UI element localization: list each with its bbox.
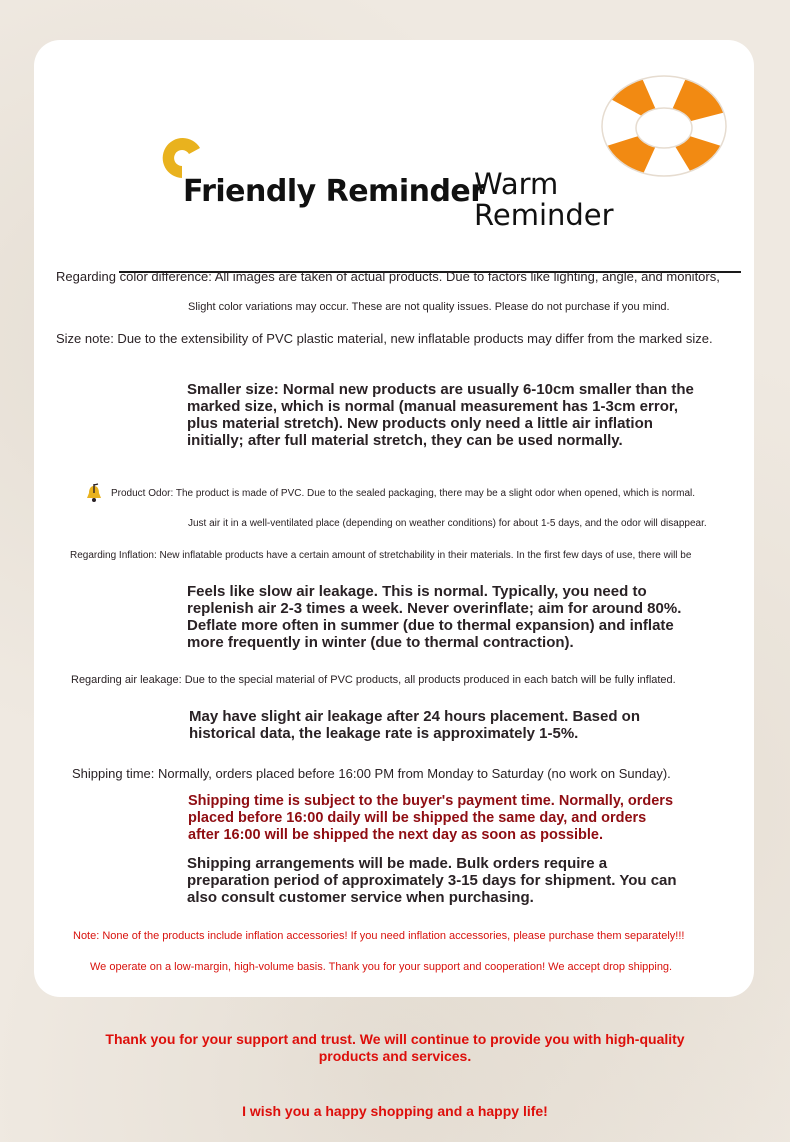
bell-icon — [84, 483, 104, 503]
note-color-difference-cont: Slight color variations may occur. These are not quality issues. Please do not purchase if you mind. — [188, 301, 670, 313]
page-title: Friendly Reminder — [183, 174, 485, 209]
note-inflation: Regarding Inflation: New inflatable products have a certain amount of stretchability in their materials. In the first few days of use, there will be — [70, 550, 692, 561]
note-air-leakage-cont: May have slight air leakage after 24 hours placement. Based on historical data, the leakage rate is approximately 1-5%. — [189, 708, 641, 742]
subtitle-line-2: Reminder — [474, 198, 614, 232]
footer-wish: I wish you a happy shopping and a happy life! — [242, 1103, 548, 1119]
note-air-leakage: Regarding air leakage: Due to the special material of PVC products, all products produced in each batch will be fully inflated. — [71, 674, 676, 686]
note-color-difference: Regarding color difference: All images are taken of actual products. Due to factors like lighting, angle, and monitors, — [56, 269, 720, 284]
subtitle-line-1: Warm — [474, 167, 559, 201]
note-shipping-time: Shipping time: Normally, orders placed before 16:00 PM from Monday to Saturday (no work on Sunday). — [72, 766, 671, 781]
page-subtitle — [474, 169, 614, 231]
note-smaller-size: Smaller size: Normal new products are usually 6-10cm smaller than the marked size, which is normal (manual measurement has 1-3cm error, plus material stretch). New products only need a little air inflation initially; after full material stretch, they can be used normally. — [187, 381, 694, 449]
note-accessories: Note: None of the products include inflation accessories! If you need inflation accessories, please purchase them separately!!! — [73, 930, 685, 942]
note-size: Size note: Due to the extensibility of PVC plastic material, new inflatable products may differ from the marked size. — [56, 331, 713, 346]
note-product-odor: Product Odor: The product is made of PVC. Due to the sealed packaging, there may be a slight odor when opened, which is normal. — [111, 488, 696, 499]
note-shipping-arrangements: Shipping arrangements will be made. Bulk orders require a preparation period of approximately 3-15 days for shipment. You can also consult customer service when purchasing. — [187, 855, 677, 906]
note-inflation-cont: Feels like slow air leakage. This is normal. Typically, you need to replenish air 2-3 times a week. Never overinflate; aim for around 80%. Deflate more often in summer (due to thermal expansion) and inflate more frequently in winter (due to thermal contraction). — [187, 583, 682, 651]
footer-thanks: Thank you for your support and trust. We will continue to provide you with high-quality products and services. — [105, 1031, 685, 1064]
note-shipping-red: Shipping time is subject to the buyer's payment time. Normally, orders placed before 16:00 daily will be shipped the same day, and orders after 16:00 will be shipped the next day as soon as possible. — [188, 793, 674, 843]
note-product-odor-cont: Just air it in a well-ventilated place (depending on weather conditions) for about 1-5 days, and the odor will disappear. — [188, 518, 707, 529]
note-low-margin: We operate on a low-margin, high-volume basis. Thank you for your support and cooperation! We accept drop shipping. — [90, 961, 673, 973]
life-ring-icon — [594, 70, 734, 184]
